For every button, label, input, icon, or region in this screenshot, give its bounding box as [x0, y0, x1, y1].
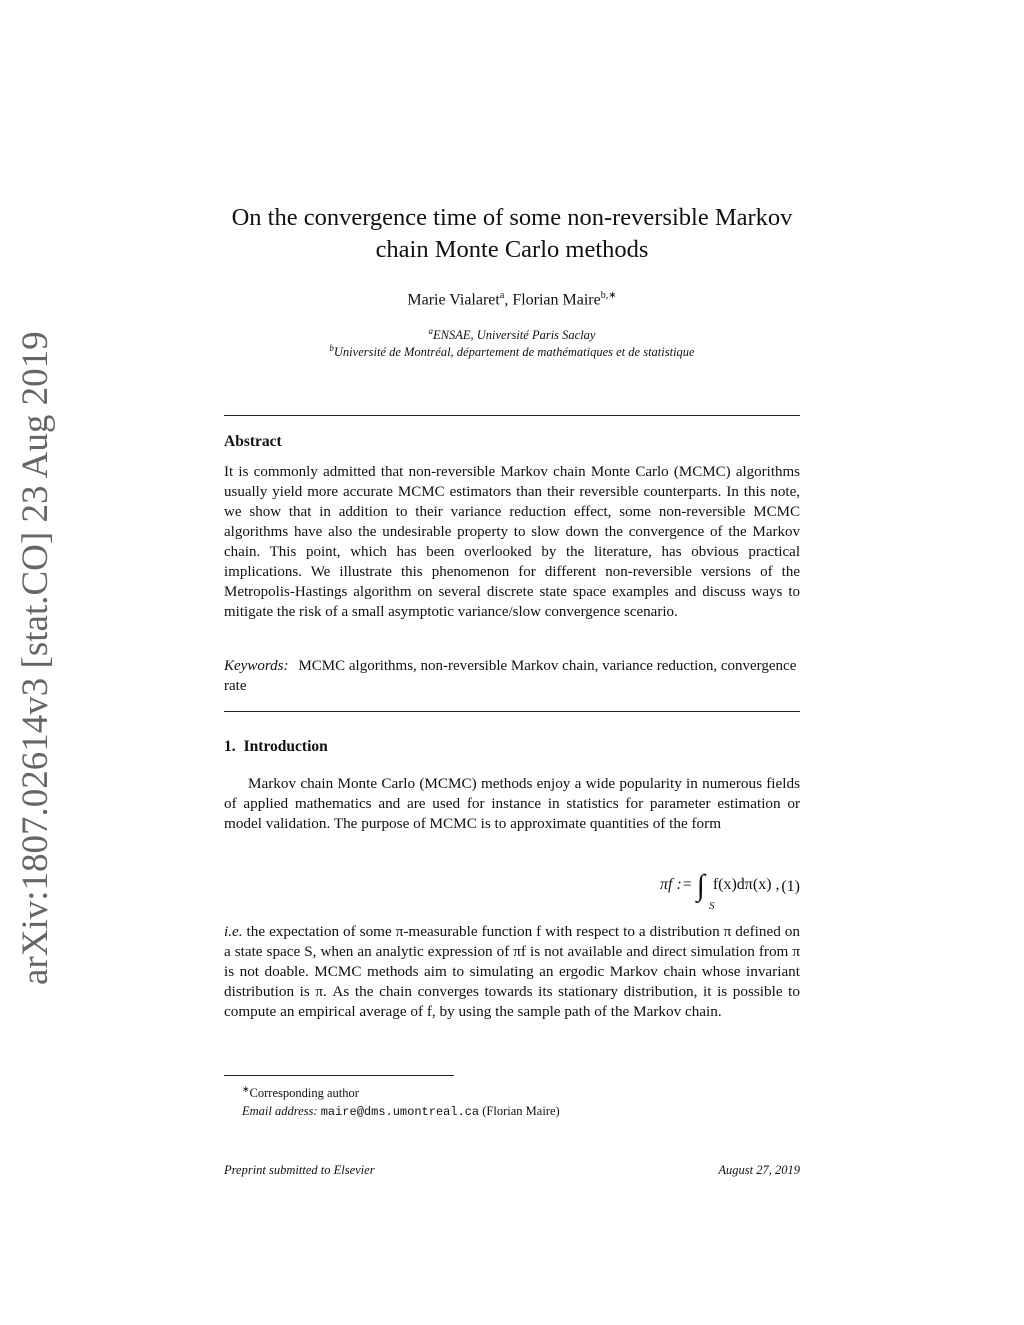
author-list [224, 290, 800, 309]
equation-number: (1) [781, 878, 800, 895]
footnote-corresponding [224, 1080, 800, 1102]
affiliation [224, 343, 800, 360]
email-label: Email address: [242, 1104, 318, 1119]
intro-paragraph-text: the expectation of some π-measurable function f with respect to a distribution π defined on a state space S, when an analytic expression of πf is not available and direct simulation from π is not doable. MCMC methods aim to simulating an ergodic Markov chain whose invariant distribution is π. As the chain converges towards its stationary distribution, it is possible to compute an empirical average of f, by using the sample path of the Markov chain. [224, 923, 800, 1020]
footnote-email-line [224, 1102, 800, 1121]
abstract-bottom-rule [224, 711, 800, 712]
footer-date: August 27, 2019 [718, 1163, 800, 1177]
section-title: Introduction [243, 738, 328, 755]
affiliation-text: ENSAE, Université Paris Saclay [433, 328, 596, 343]
footnote-mark: ∗ [242, 1084, 250, 1094]
affiliation-text: Université de Montréal, département de mathématiques et de statistique [333, 345, 695, 360]
keywords-text: MCMC algorithms, non-reversible Markov chain, variance reduction, convergence rate [224, 658, 797, 694]
keywords [224, 656, 800, 696]
email-link[interactable]: maire@dms.umontreal.ca [320, 1105, 480, 1120]
author-name: Marie Vialaret [407, 291, 500, 309]
ie-abbreviation: i.e. [224, 923, 243, 940]
keywords-label: Keywords: [224, 658, 289, 674]
abstract-text: It is commonly admitted that non-reversible Markov chain Monte Carlo (MCMC) algorithms usually yield more accurate MCMC estimators than their reversible counterparts. In this note, we show that in addition to their variance reduction effect, some non-reversible MCMC algorithms have also the undesirable property to slow down the convergence of the Markov chain. This point, which has been overlooked by the literature, has obvious practical implications. We illustrate this phenomenon for different non-reversible versions of the Metropolis-Hastings algorithm on several discrete state space examples and discuss ways to mitigate the risk of a small asymptotic variance/slow convergence scenario. [224, 464, 800, 620]
integral-sign: ∫ [696, 869, 705, 902]
footnote [224, 1080, 800, 1121]
affiliation-mark: b [329, 343, 334, 353]
affiliation-mark: b,∗ [600, 290, 617, 301]
equation-rhs: f(x)dπ(x) , [712, 876, 780, 893]
author-separator: , [504, 291, 513, 309]
email-owner: (Florian Maire) [482, 1104, 560, 1119]
affiliation-mark: a [428, 326, 433, 336]
author-name: Florian Maire [512, 291, 601, 309]
intro-paragraph: Markov chain Monte Carlo (MCMC) methods enjoy a wide popularity in numerous fields of applied mathematics and are used for instance in statistics for parameter estimation or model validation. The purpose of MCMC is to approximate quantities of the form [224, 775, 800, 832]
paper-title: On the convergence time of some non-reversible Markov chain Monte Carlo methods [231, 204, 793, 263]
affiliation-mark: a [499, 290, 505, 301]
abstract-heading: Abstract [224, 433, 282, 450]
equation-1 [224, 866, 800, 914]
section-heading-introduction [224, 738, 328, 756]
equation-lhs: πf := [660, 876, 693, 893]
footnote-rule [224, 1075, 454, 1076]
integral-domain: S [709, 900, 715, 912]
intro-paragraph [224, 922, 800, 1022]
affiliation [224, 326, 800, 343]
footer-preprint-note: Preprint submitted to Elsevier [224, 1163, 375, 1177]
section-number: 1. [224, 738, 236, 755]
footnote-corresponding-text: Corresponding author [249, 1086, 359, 1101]
abstract-top-rule [224, 415, 800, 416]
equation-formula [660, 869, 780, 912]
arxiv-identifier-stamp[interactable]: arXiv:1807.02614v3 [stat.CO] 23 Aug 2019 [15, 331, 56, 985]
